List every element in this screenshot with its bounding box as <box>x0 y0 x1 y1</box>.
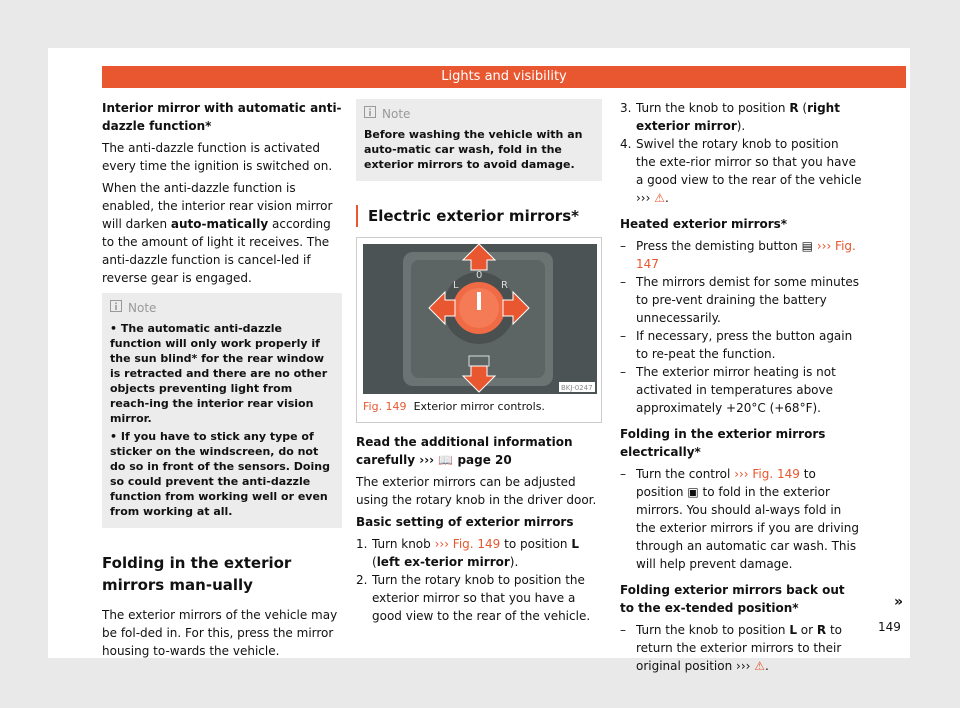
heading-anti-dazzle: Interior mirror with automatic anti-dazzle function* <box>102 101 342 133</box>
warning-icon: ⚠ <box>654 191 665 205</box>
column-2 <box>356 99 602 625</box>
page <box>48 48 910 673</box>
heading-heated: Heated exterior mirrors* <box>620 217 788 231</box>
read-info: Read the additional information carefully ››› 📖 page 20 <box>356 435 573 467</box>
book-icon: 📖 <box>438 453 454 467</box>
note-header <box>110 299 334 317</box>
warning-icon: ⚠ <box>754 659 766 673</box>
list-item: 4. Swivel the rotary knob to position the exte-rior mirror so that you have a good view to the rear of the vehicle ››› ⚠. <box>620 137 862 205</box>
mirror-control-image <box>363 244 597 394</box>
heading-fold-electric: Folding in the exterior mirrors electrically* <box>620 427 826 459</box>
page-number: 149 <box>878 620 901 634</box>
heading-basic-setting: Basic setting of exterior mirrors <box>356 515 574 529</box>
heading-electric-mirrors: Electric exterior mirrors* <box>356 205 602 227</box>
info-icon <box>364 105 376 123</box>
continue-marker: » <box>894 594 904 610</box>
heading-fold-back: Folding exterior mirrors back out to the ex-tended position* <box>620 583 845 615</box>
mirror-knob-illustration <box>363 244 597 394</box>
column-3 <box>620 99 862 675</box>
dash-item: – The exterior mirror heating is not activated in temperatures above approximately +20°C (+68°F). <box>620 365 836 415</box>
knob-label-l: L <box>453 280 459 291</box>
dash-item: – The mirrors demist for some minutes to pre-vent draining the battery unnecessarily. <box>620 275 860 325</box>
demist-icon: ▤ <box>801 239 814 253</box>
list-item: 1. Turn knob ››› Fig. 149 to position L (left ex-terior mirror). <box>356 537 580 569</box>
fig-149-link[interactable]: ››› Fig. 149 <box>734 467 800 481</box>
column-1 <box>102 99 342 664</box>
note-box <box>102 293 342 528</box>
fold-mirror-icon: ▣ <box>687 485 699 499</box>
paragraph: The exterior mirrors of the vehicle may be fol-ded in. For this, press the mirror housing to-wards the vehicle. <box>102 608 338 658</box>
knob-label-0: 0 <box>476 270 483 281</box>
fig-149-link[interactable]: ››› Fig. 149 <box>434 537 501 551</box>
dash-item: – Press the demisting button ▤ ››› Fig. 147 <box>620 239 856 271</box>
dash-item: – Turn the knob to position L or R to return the exterior mirrors to their original position ››› ⚠. <box>620 623 842 673</box>
note-box <box>356 99 602 181</box>
paragraph: The anti-dazzle function is activated every time the ignition is switched on. <box>102 141 333 173</box>
note-bullet: • If you have to stick any type of sticker on the windscreen, do not do so in front of the sensors. Doing so could prevent the anti-dazzle function from working well or even from working at all. <box>110 429 334 519</box>
dash-item: – If necessary, press the button again to re-peat the function. <box>620 329 853 361</box>
section-header: Lights and visibility <box>102 66 906 88</box>
figure-149 <box>356 237 602 423</box>
figure-code: BKJ-0247 <box>561 384 593 392</box>
note-bullet: • The automatic anti-dazzle function will only work properly if the sun blind* for the rear window is retracted and there are no other objects preventing light from reach-ing the interior rear vision mirror. <box>110 321 334 426</box>
paragraph: The exterior mirrors can be adjusted using the rotary knob in the driver door. <box>356 475 597 507</box>
figure-caption: Fig. 149 Exterior mirror controls. <box>363 400 545 413</box>
knob-label-r: R <box>501 280 508 291</box>
fig-147-link[interactable]: ››› Fig. 147 <box>636 239 856 271</box>
note-title: Note <box>382 107 411 121</box>
list-item: 3. Turn the knob to position R (right exterior mirror). <box>620 101 840 133</box>
note-text: Before washing the vehicle with an auto-matic car wash, fold in the exterior mirrors to avoid damage. <box>364 128 583 171</box>
info-icon <box>110 299 122 317</box>
note-header <box>364 105 594 123</box>
paragraph: When the anti-dazzle function is enabled, the interior rear vision mirror will darken auto-matically according to the amount of light it receives. The anti-dazzle function is cancel-led if reverse gear is engaged. <box>102 181 333 285</box>
list-item: 2. Turn the rotary knob to position the exterior mirror so that you have a good view to the rear of the vehicle. <box>356 573 591 623</box>
heading-folding-manually: Folding in the exterior mirrors man-ually <box>102 554 292 594</box>
dash-item: – Turn the control ››› Fig. 149 to position ▣ to fold in the exterior mirrors. You should al-ways fold in the exterior mirrors if you are driving through an automatic car wash. This will help prevent damage. <box>620 467 859 571</box>
note-title: Note <box>128 301 157 315</box>
